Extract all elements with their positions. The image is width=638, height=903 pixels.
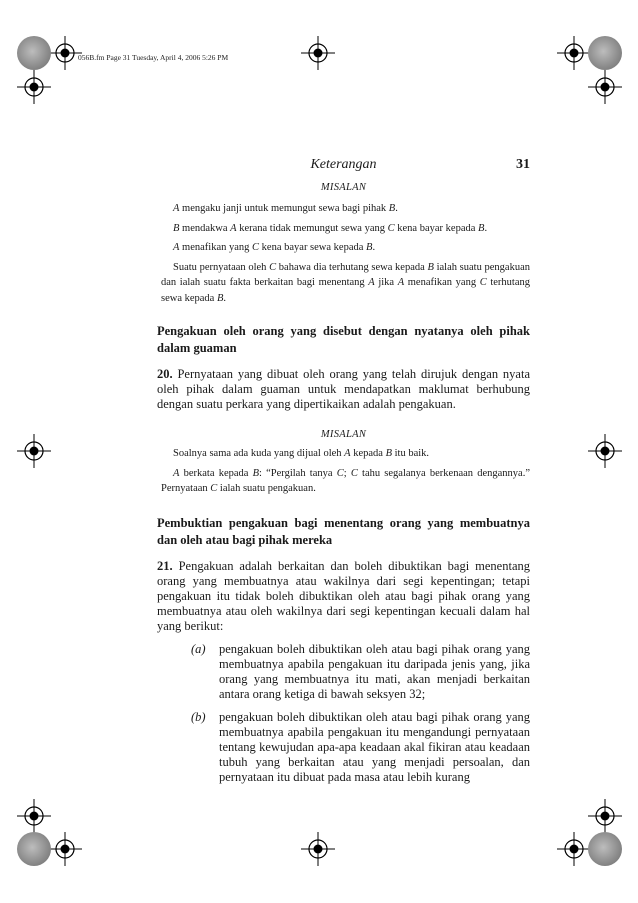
registration-mark-icon (557, 832, 591, 866)
illustration-paragraph: B mendakwa A kerana tidak memungut sewa yang C kena bayar kepada B. (173, 222, 488, 234)
list-item-text: pengakuan boleh dibuktikan oleh atau bagi pihak orang yang membuatnya apabila pengakuan itu mengandungi pernyataan tentang kewujudan apa-apa keadaan akal fikiran atau keadaan tubuh yang berkaitan atau yang menjadi persoalan, dan pernyataan itu dibuat pada masa atau lebih kurang (219, 710, 530, 784)
list-item-label: (b) (191, 710, 206, 724)
illustration-paragraph: A berkata kepada B: “Pergilah tanya C; C tahu segalanya berkenaan dengannya.” Pernyataan C ialah suatu pengakuan. (161, 467, 530, 494)
list-item (157, 710, 530, 785)
registration-mark-icon (588, 799, 622, 833)
illustration-paragraph: Soalnya sama ada kuda yang dijual oleh A kepada B itu baik. (173, 448, 430, 459)
color-swatch-icon (588, 832, 622, 866)
list-item (157, 642, 530, 702)
section-heading: Pembuktian pengakuan bagi menentang orang yang membuatnya dan oleh atau bagi pihak mereka (157, 516, 530, 547)
illustration-label: MISALAN (320, 429, 367, 440)
illustration-paragraph: A mengaku janji untuk memungut sewa bagi pihak B. (173, 203, 398, 214)
illustration-paragraph: Suatu pernyataan oleh C bahawa dia terhutang sewa kepada B ialah suatu pengakuan dan ialah suatu fakta berkaitan bagi menentang A jika A menafikan yang C terhutang sewa kepada B. (161, 261, 531, 304)
page-number: 31 (516, 157, 530, 172)
illustration-paragraph: A menafikan yang C kena bayar sewa kepada B. (173, 242, 376, 253)
registration-mark-icon (588, 70, 622, 104)
section-heading: Pengakuan oleh orang yang disebut dengan nyatanya oleh pihak dalam guaman (157, 324, 530, 355)
illustration-label: MISALAN (320, 182, 367, 193)
registration-mark-icon (301, 36, 335, 70)
section-21 (157, 515, 530, 785)
registration-mark-icon (48, 832, 82, 866)
running-header-title: Keterangan (310, 157, 377, 172)
list-item-label: (a) (191, 642, 206, 656)
section-paragraph: 21. Pengakuan adalah berkaitan dan boleh dibuktikan bagi menentang orang yang membuatnya atau wakilnya dari segi kepentingan; tetapi pengakuan itu tidak boleh dibuktikan oleh atau bagi pihak orang yang membuatnya atau oleh wakilnya dari segi kepentingan kecuali dalam hal yang berikut: (157, 559, 530, 633)
section-number: 20. (157, 367, 173, 381)
running-header (157, 157, 530, 175)
illustration-1 (157, 182, 530, 306)
color-swatch-icon (17, 36, 51, 70)
registration-mark-icon (48, 36, 82, 70)
file-slug: 056B.fm Page 31 Tuesday, April 4, 2006 5:26 PM (78, 53, 229, 62)
illustration-2 (157, 429, 530, 497)
registration-mark-icon (17, 799, 51, 833)
registration-mark-icon (301, 832, 335, 866)
section-paragraph: 20. Pernyataan yang dibuat oleh orang yang telah dirujuk dengan nyata oleh pihak dalam guaman untuk mendapatkan maklumat berhubung dengan suatu perkara yang dipertikaikan adalah pengakuan. (157, 367, 530, 411)
registration-mark-icon (557, 36, 591, 70)
section-number: 21. (157, 559, 173, 573)
registration-mark-icon (588, 434, 622, 468)
section-20 (157, 323, 530, 412)
registration-mark-icon (17, 70, 51, 104)
color-swatch-icon (17, 832, 51, 866)
list-item-text: pengakuan boleh dibuktikan oleh atau bagi pihak orang yang membuatnya apabila pengakuan itu daripada jenis yang, jika orang yang membuatnya itu mati, akan menjadi berkaitan antara orang ketiga di bawah seksyen 32; (219, 642, 530, 701)
color-swatch-icon (588, 36, 622, 70)
registration-mark-icon (17, 434, 51, 468)
